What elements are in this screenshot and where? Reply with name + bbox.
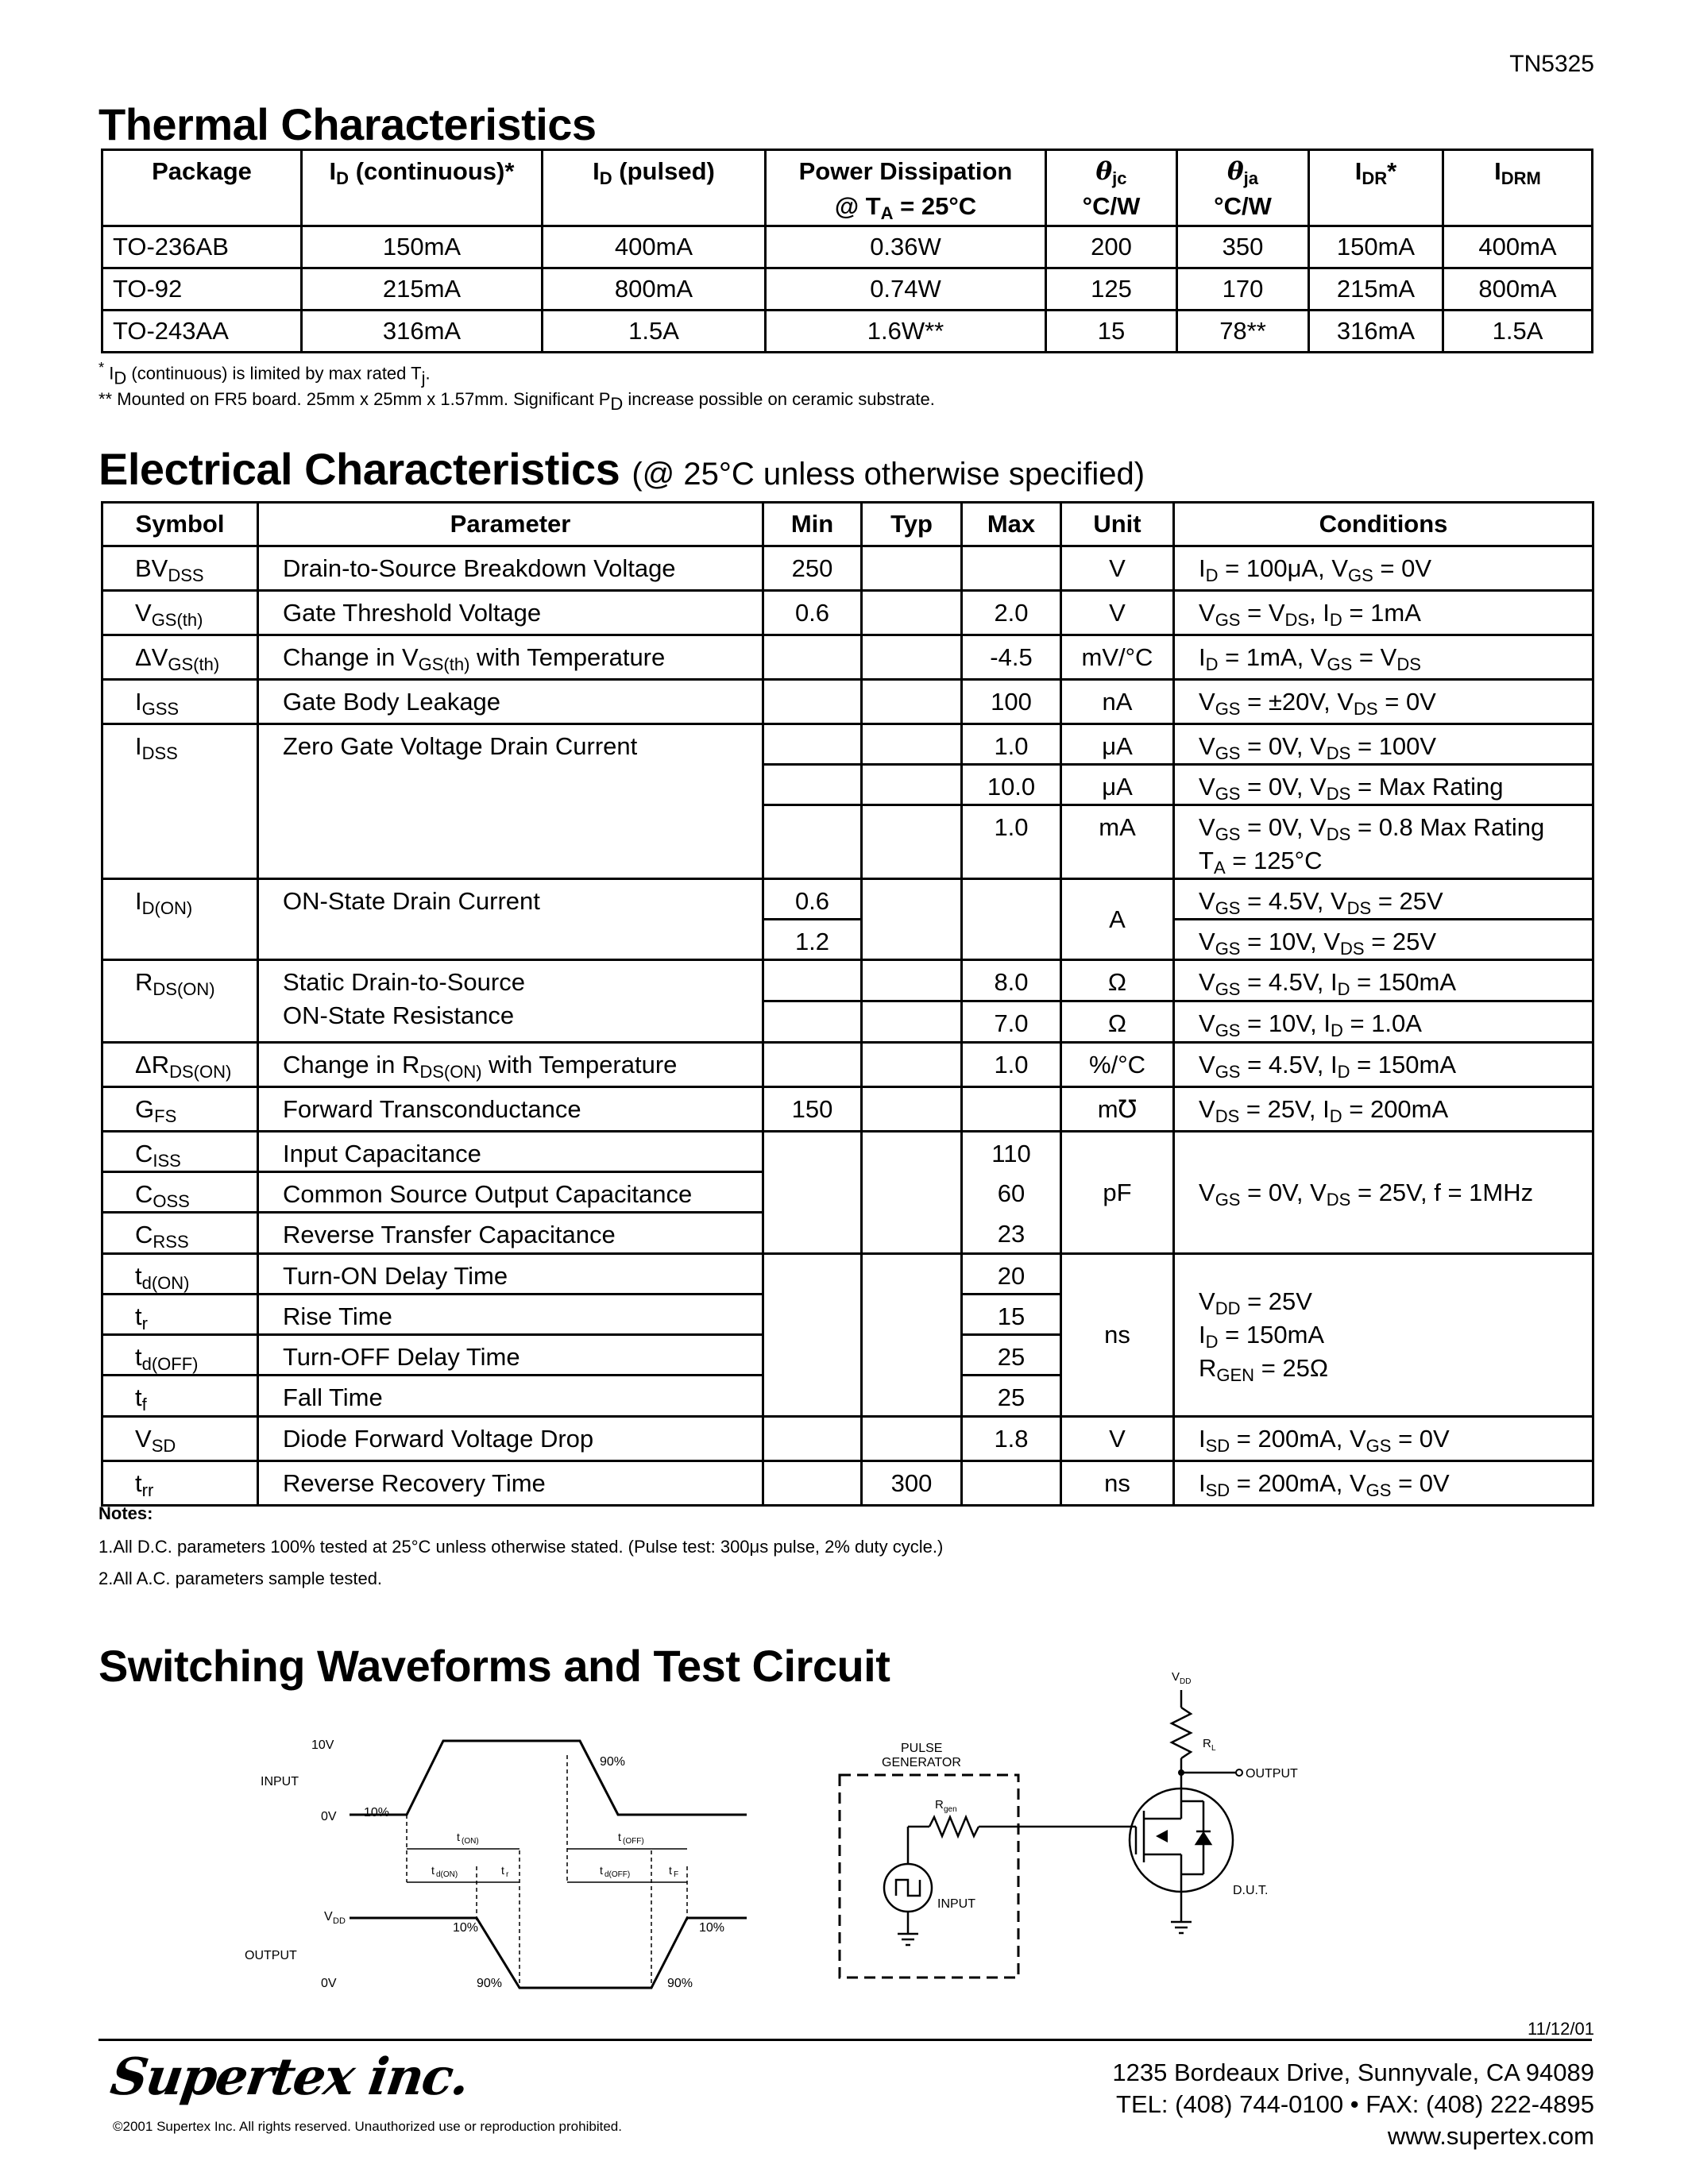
svg-text:0V: 0V (321, 1977, 337, 1990)
svg-text:d(OFF): d(OFF) (605, 1870, 631, 1879)
th-symbol: Symbol (102, 503, 258, 546)
th-theta-jc: $\theta_{jc}$ °C/W (1046, 150, 1177, 226)
doc-date: 11/12/01 (1527, 2019, 1594, 2039)
table-row: $V_{SD}$ Diode Forward Voltage Drop 1.8 V $I_{SD} = 200mA$, $V_{GS} = 0V$ (102, 1417, 1593, 1461)
electrical-title: Electrical Characteristics (@ 25°C unless otherwise specified) (98, 444, 1145, 494)
svg-text:90%: 90% (477, 1977, 503, 1990)
notes-label: Notes: (98, 1503, 153, 1523)
svg-text:90%: 90% (667, 1977, 693, 1990)
thermal-note-2: ** Mounted on FR5 board. 25mm x 25mm x 1.57mm. Significant $P_D$ increase possible on ceramic substrate. (98, 389, 935, 414)
table-row: $I_{DSS}$ Zero Gate Voltage Drain Current 1.0 μA $V_{GS} = 0V$, $V_{DS} = 100V$ (102, 724, 1593, 765)
table-row: $I_{GSS}$ Gate Body Leakage 100 nA $V_{GS} = \pm 20V$, $V_{DS} = 0V$ (102, 680, 1593, 724)
svg-text:DD: DD (333, 1916, 346, 1926)
table-row: 10.0 μA $V_{GS} = 0V$, $V_{DS}$ = Max Rating (102, 765, 1593, 805)
footer-rule (98, 2039, 1592, 2041)
svg-text:d(ON): d(ON) (436, 1870, 458, 1879)
switching-waveforms (238, 1731, 778, 2001)
svg-text:t: t (457, 1831, 460, 1843)
footer-address: 1235 Bordeaux Drive, Sunnyvale, CA 94089 (1112, 2059, 1594, 2086)
svg-text:R: R (935, 1798, 944, 1812)
svg-text:OUTPUT: OUTPUT (1246, 1767, 1298, 1781)
svg-text:t: t (501, 1864, 504, 1877)
svg-text:L: L (1211, 1744, 1216, 1753)
th-id-pulsed: $I_D$ (pulsed) (543, 150, 766, 226)
table-row: 7.0 Ω $V_{GS} = 10V$, $I_D = 1.0A$ (102, 1001, 1593, 1043)
test-circuit-diagram (826, 1660, 1382, 1993)
footer-phone: TEL: (408) 744-0100 • FAX: (408) 222-4895 (1116, 2090, 1594, 2118)
table-row: $\Delta R_{DS(ON)}$ Change in $R_{DS(ON)}$ with Temperature 1.0 %/°C $V_{GS} = 4.5V$, $I_D = 150mA$ (102, 1043, 1593, 1087)
svg-text:INPUT: INPUT (937, 1897, 975, 1911)
thermal-note-1: * $I_D$ (continuous) is limited by max rated $T_j$. (98, 359, 431, 388)
table-row: $\Delta V_{GS(th)}$ Change in $V_{GS(th)}$ with Temperature -4.5 mV/°C $I_D = 1mA$, $V_{GS} = V_{DS}$ (102, 635, 1593, 680)
copyright: ©2001 Supertex Inc. All rights reserved. Unauthorized use or reproduction prohibited. (113, 2119, 622, 2134)
svg-text:PULSE: PULSE (901, 1742, 943, 1755)
table-row: $t_{rr}$ Reverse Recovery Time 300 ns $I_{SD} = 200mA$, $V_{GS} = 0V$ (102, 1461, 1593, 1506)
th-max: Max (962, 503, 1061, 546)
table-row: $t_f$ Fall Time 25 (102, 1376, 1593, 1417)
table-row: $V_{GS(th)}$ Gate Threshold Voltage 0.6 2.0 V $V_{GS} = V_{DS}$, $I_D = 1mA$ (102, 591, 1593, 635)
svg-text:INPUT: INPUT (261, 1775, 299, 1788)
svg-text:V: V (1172, 1670, 1180, 1684)
table-row: 1.0 mA $V_{GS} = 0V$, $V_{DS} = 0.8$ Max Rating $T_A = 125^\circ C$ (102, 805, 1593, 879)
svg-text:gen: gen (944, 1805, 957, 1814)
th-power-dissipation: Power Dissipation @ $T_A = 25^\circ C$ (766, 150, 1046, 226)
svg-text:t: t (600, 1864, 603, 1877)
svg-text:r: r (506, 1870, 509, 1879)
note-1: 1.All D.C. parameters 100% tested at 25°C unless otherwise stated. (Pulse test: 300μs pulse, 2% duty cycle.) (98, 1537, 944, 1557)
table-row: $t_r$ Rise Time 15 (102, 1295, 1593, 1335)
svg-text:F: F (674, 1870, 679, 1879)
svg-text:t: t (618, 1831, 621, 1843)
supertex-logo: Supertex inc. (106, 2047, 473, 2107)
svg-text:t: t (431, 1864, 435, 1877)
electrical-table (101, 501, 1594, 1507)
table-row: $C_{ISS}$ Input Capacitance 110 pF $V_{GS} = 0V$, $V_{DS} = 25V$, f = 1MHz (102, 1132, 1593, 1172)
table-row: $BV_{DSS}$ Drain-to-Source Breakdown Voltage 250 V $I_D = 100\mu A$, $V_{GS} = 0V$ (102, 546, 1593, 591)
th-min: Min (763, 503, 862, 546)
th-typ: Typ (862, 503, 962, 546)
svg-text:(OFF): (OFF) (623, 1837, 644, 1846)
thermal-row: TO-236AB 150mA 400mA 0.36W 200 350 150mA 400mA (102, 226, 1593, 268)
part-number: TN5325 (1509, 51, 1594, 77)
footer-address-block (1112, 2057, 1594, 2152)
th-conditions: Conditions (1174, 503, 1593, 546)
table-row: 1.2 $V_{GS} = 10V$, $V_{DS} = 25V$ (102, 920, 1593, 960)
svg-text:90%: 90% (600, 1755, 626, 1769)
svg-text:t: t (669, 1864, 672, 1877)
svg-text:10V: 10V (311, 1738, 334, 1752)
svg-text:(ON): (ON) (462, 1837, 479, 1846)
th-theta-ja: $\theta_{ja}$ °C/W (1177, 150, 1309, 226)
switching-title: Switching Waveforms and Test Circuit (98, 1641, 890, 1691)
svg-text:OUTPUT: OUTPUT (245, 1949, 297, 1962)
table-row: $t_{d(ON)}$ Turn-ON Delay Time 20 ns $V_{DD} = 25V$ $I_D = 150mA$ $R_{GEN} = 25\Omega$ (102, 1254, 1593, 1295)
th-idrm: $I_{DRM}$ (1443, 150, 1593, 226)
th-unit: Unit (1061, 503, 1174, 546)
svg-text:V: V (324, 1910, 333, 1924)
thermal-row: TO-92 215mA 800mA 0.74W 125 170 215mA 800mA (102, 268, 1593, 311)
svg-text:10%: 10% (364, 1806, 390, 1819)
table-row: $G_{FS}$ Forward Transconductance 150 m℧ $V_{DS} = 25V$, $I_D = 200mA$ (102, 1087, 1593, 1132)
svg-text:10%: 10% (699, 1921, 725, 1935)
th-id-continuous: $I_D$ (continuous)* (302, 150, 543, 226)
note-2: 2.All A.C. parameters sample tested. (98, 1569, 383, 1588)
table-row: $t_{d(OFF)}$ Turn-OFF Delay Time 25 (102, 1335, 1593, 1376)
table-row: $R_{DS(ON)}$ Static Drain-to-Source ON-State Resistance 8.0 Ω $V_{GS} = 4.5V$, $I_D = 150mA$ (102, 960, 1593, 1001)
svg-text:DD: DD (1180, 1677, 1192, 1686)
thermal-row: TO-243AA 316mA 1.5A 1.6W** 15 78** 316mA 1.5A (102, 311, 1593, 353)
electrical-subtitle: (@ 25°C unless otherwise specified) (632, 457, 1145, 492)
table-row: $C_{RSS}$ Reverse Transfer Capacitance 23 (102, 1213, 1593, 1254)
table-row: $C_{OSS}$ Common Source Output Capacitance 60 (102, 1172, 1593, 1213)
thermal-title: Thermal Characteristics (98, 99, 597, 149)
th-parameter: Parameter (258, 503, 763, 546)
svg-text:0V: 0V (321, 1810, 337, 1823)
th-idr: $I_{DR}*$ (1309, 150, 1443, 226)
thermal-table (101, 149, 1593, 353)
th-package: Package (102, 150, 302, 226)
footer-website[interactable]: www.supertex.com (1387, 2122, 1594, 2150)
svg-text:D.U.T.: D.U.T. (1233, 1884, 1269, 1897)
svg-text:R: R (1203, 1737, 1211, 1750)
svg-text:10%: 10% (453, 1921, 479, 1935)
svg-text:GENERATOR: GENERATOR (882, 1756, 961, 1769)
table-row: $I_{D(ON)}$ ON-State Drain Current 0.6 A $V_{GS} = 4.5V$, $V_{DS} = 25V$ (102, 879, 1593, 920)
